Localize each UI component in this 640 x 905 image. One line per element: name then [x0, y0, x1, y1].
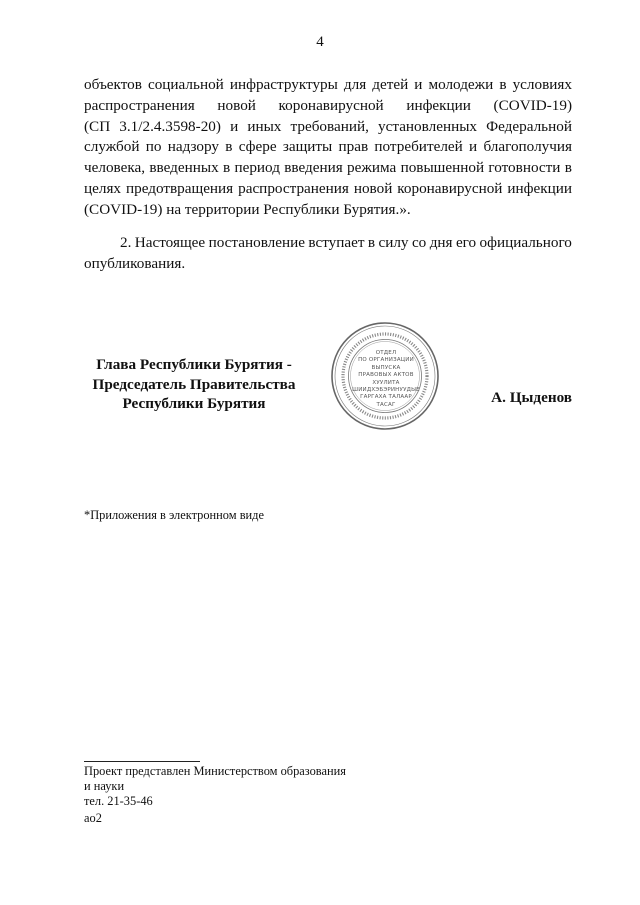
- word: (COVID-19) на территории Республики Бурятия.».: [84, 200, 411, 218]
- word: постановление: [208, 234, 305, 251]
- signer-name: А. Цыденов: [491, 389, 572, 406]
- word: детей: [372, 76, 409, 93]
- paragraph-line: [84, 254, 572, 275]
- word: установленных: [378, 117, 477, 135]
- seal-line: ТАСАГ: [376, 401, 396, 408]
- word: введения: [284, 159, 343, 177]
- word: требований,: [290, 117, 369, 135]
- word: по: [145, 138, 162, 156]
- word: молодежи: [428, 76, 494, 93]
- word: инфраструктуры: [229, 76, 338, 93]
- word: в: [564, 159, 572, 177]
- word: инфекции: [507, 179, 572, 197]
- paragraph-line: [84, 233, 572, 254]
- signer-title-line: Республики Бурятия: [122, 395, 266, 412]
- paragraph-2: [84, 233, 572, 275]
- word: режима: [347, 159, 397, 177]
- word: в: [225, 138, 233, 156]
- word: со: [411, 234, 427, 251]
- word: благополучия: [483, 138, 572, 156]
- word: готовности: [488, 159, 561, 177]
- word: защиты: [282, 138, 333, 156]
- word: в: [367, 234, 376, 251]
- word: иных: [247, 117, 282, 135]
- paragraph-line: [84, 96, 572, 117]
- word: коронавирусной: [278, 96, 384, 114]
- word: и: [230, 117, 239, 135]
- word: объектов: [84, 76, 142, 93]
- word: в: [222, 159, 231, 177]
- word: распространения: [84, 96, 195, 114]
- word: введенных: [149, 159, 219, 177]
- word: повышенной: [400, 159, 485, 177]
- word: 3.1/2.4.3598-20): [119, 117, 221, 135]
- word: целях: [84, 179, 122, 197]
- word: (СП: [84, 117, 111, 135]
- word: инфекции: [406, 96, 471, 114]
- word: условиях: [512, 76, 572, 93]
- word: (COVID-19): [493, 96, 572, 114]
- word: опубликования.: [84, 254, 186, 272]
- footer-line: Проект представлен Министерством образования: [84, 764, 346, 778]
- seal-line: ОТДЕЛ: [375, 350, 397, 356]
- paragraph-line: [84, 200, 572, 221]
- word: Федеральной: [486, 117, 572, 135]
- word: дня: [429, 234, 453, 251]
- word: его: [455, 234, 477, 251]
- word: прав: [338, 138, 369, 156]
- word: человека,: [84, 159, 146, 177]
- page-number: 4: [316, 34, 324, 50]
- seal-text: [350, 350, 422, 409]
- paragraph-line: [84, 158, 572, 179]
- seal-line: ШИИДХЭБЭРИНУУДЫЕ: [352, 387, 420, 394]
- word: вступает: [308, 234, 365, 251]
- signer-title-line: Председатель Правительства: [92, 375, 296, 393]
- word: сфере: [238, 138, 277, 156]
- attachments-note: *Приложения в электронном виде: [84, 508, 264, 522]
- footer-line: тел. 21-35-46: [84, 794, 153, 808]
- word: и: [414, 76, 423, 93]
- word: потребителей: [374, 138, 463, 156]
- seal-line: ПРАВОВЫХ АКТОВ: [358, 372, 414, 379]
- word: предотвращения: [125, 179, 234, 197]
- word: новой: [353, 179, 393, 197]
- seal-line: ХУУЛИТА: [372, 379, 400, 386]
- seal-line: ГАРГАХА ТАЛААР: [360, 394, 412, 401]
- footer-divider: [84, 761, 200, 762]
- signer-title-line: Глава Республики Бурятия -: [96, 356, 292, 373]
- word: службой: [84, 138, 140, 156]
- word: 2.: [120, 234, 132, 251]
- word: Настоящее: [134, 234, 206, 251]
- paragraph-line: [84, 137, 572, 158]
- word: в: [499, 76, 507, 93]
- word: и: [469, 138, 478, 156]
- word: новой: [217, 96, 256, 114]
- paragraph-1: [84, 75, 572, 221]
- footer-code: ао2: [84, 811, 102, 825]
- paragraph-line: [84, 179, 572, 200]
- footer-note: [84, 764, 346, 809]
- seal-line: ПО ОРГАНИЗАЦИИ: [358, 357, 414, 364]
- footer-line: и науки: [84, 779, 125, 793]
- word: коронавирусной: [397, 179, 503, 197]
- word: социальной: [147, 76, 224, 93]
- word: надзору: [167, 138, 220, 156]
- signer-title: [84, 355, 304, 414]
- word: силу: [378, 234, 409, 251]
- paragraph-line: [84, 75, 572, 96]
- word: официального: [479, 234, 572, 251]
- seal-line: ВЫПУСКА: [371, 364, 401, 371]
- word: период: [234, 159, 280, 177]
- paragraph-line: [84, 117, 572, 138]
- word: для: [343, 76, 367, 93]
- word: распространения: [238, 179, 349, 197]
